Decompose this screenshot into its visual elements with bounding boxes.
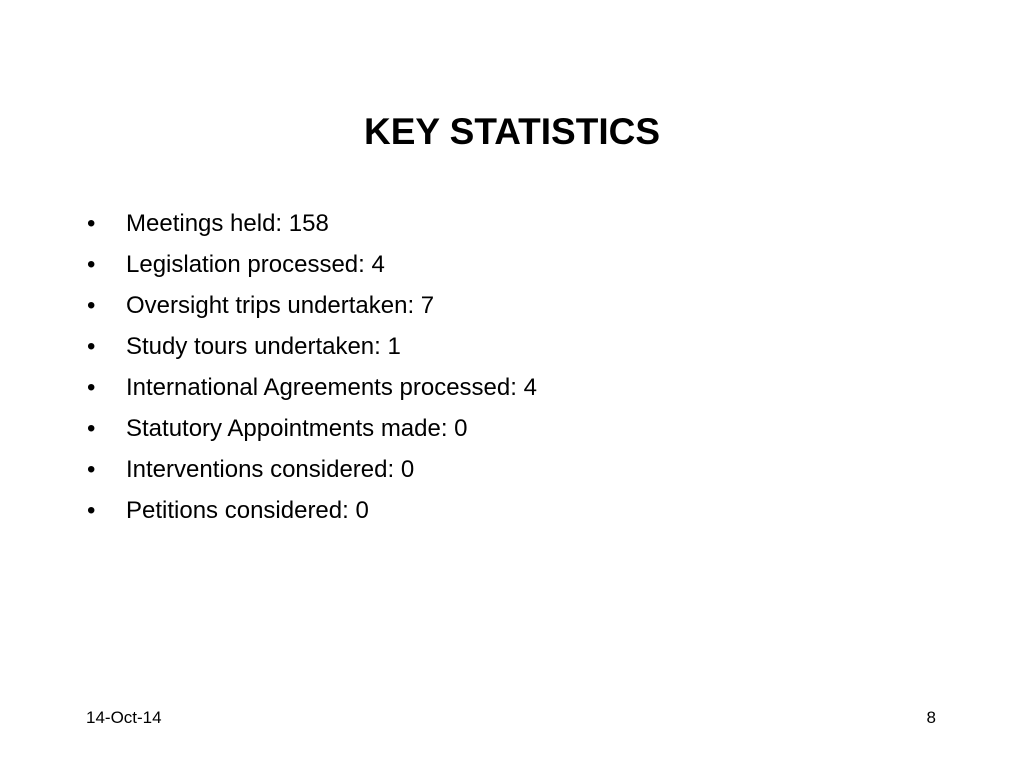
bullet-text: Meetings held: 158 (126, 210, 329, 237)
bullet-icon: • (87, 497, 96, 524)
slide-title: KEY STATISTICS (363, 111, 661, 152)
bullet-text: Interventions considered: 0 (126, 456, 415, 483)
bullet-text: Oversight trips undertaken: 7 (126, 292, 435, 319)
bullet-icon: • (87, 251, 96, 278)
footer-page-number: 8 (926, 708, 936, 727)
bullet-icon: • (87, 374, 96, 401)
bullet-icon: • (87, 456, 96, 483)
bullet-icon: • (87, 292, 96, 319)
bullet-text: Study tours undertaken: 1 (126, 333, 401, 360)
bullet-text: International Agreements processed: 4 (126, 374, 537, 401)
bullet-icon: • (87, 415, 96, 442)
footer-date: 14-Oct-14 (86, 708, 162, 727)
bullet-text: Statutory Appointments made: 0 (126, 415, 468, 442)
bullet-icon: • (87, 210, 96, 237)
bullet-text: Legislation processed: 4 (126, 251, 385, 278)
bullet-icon: • (87, 333, 96, 360)
bullet-text: Petitions considered: 0 (126, 497, 369, 524)
